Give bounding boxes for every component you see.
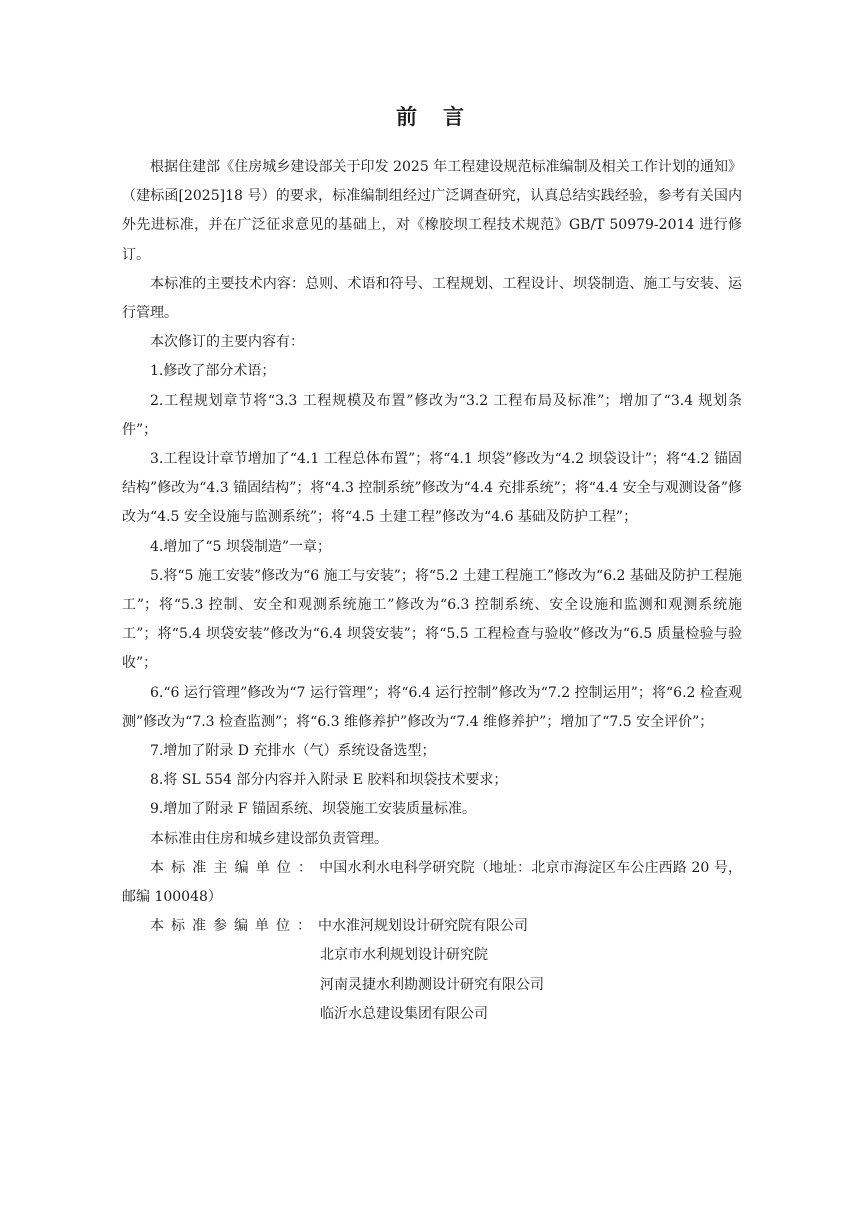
- revision-item-1: 1.修改了部分术语；: [150, 363, 276, 380]
- chief-editor-unit: [122, 854, 742, 912]
- revision-item-2: 2.工程规划章节将“3.3 工程规模及布置”修改为“3.2 工程布局及标准”；增加了“3.4 规划条件”；: [122, 392, 742, 438]
- participant-units-row: [122, 912, 742, 941]
- participant-unit-1: 中水淮河规划设计研究院有限公司: [318, 918, 528, 935]
- participant-units-list: [122, 941, 742, 1029]
- paragraph-main-content: 本标准的主要技术内容：总则、术语和符号、工程规划、工程设计、坝袋制造、施工与安装、运行管理。: [122, 275, 742, 322]
- participant-unit-4: 临沂水总建设集团有限公司: [320, 1005, 488, 1022]
- paragraph-management: 本标准由住房和城乡建设部负责管理。: [150, 830, 388, 847]
- revision-item-7: 7.增加了附录 D 充排水（气）系统设备选型；: [150, 743, 436, 760]
- paragraph-basis: 根据住建部《住房城乡建设部关于印发 2025 年工程建设规范标准编制及相关工作计划的通知》（建标函[2025]18 号）的要求，标准编制组经过广泛调查研究，认真总结实践经验，参考有关国内外先进标准，并在广泛征求意见的基础上，对《橡胶坝工程技术规范》GB/T 50979-2014 进行修订。: [122, 159, 742, 263]
- chief-editor-label: 本标准主编单位：: [150, 859, 320, 876]
- revision-item-8: 8.将 SL 554 部分内容并入附录 E 胶料和坝袋技术要求；: [150, 772, 508, 789]
- participant-label: 本标准参编单位：: [150, 918, 318, 935]
- preface-body: [122, 153, 742, 1029]
- paragraph-revision-intro: 本次修订的主要内容有：: [150, 334, 304, 351]
- revision-item-6: 6.“6 运行管理”修改为“7 运行管理”；将“6.4 运行控制”修改为“7.2 控制运用”；将“6.2 检查观测”修改为“7.3 检查监测”；将“6.3 维修养护”修改为“7.4 维修养护”；增加了“7.5 安全评价”；: [122, 684, 742, 730]
- revision-item-9: 9.增加了附录 F 锚固系统、坝袋施工安装质量标准。: [150, 801, 476, 818]
- revision-item-3: 3.工程设计章节增加了“4.1 工程总体布置”；将“4.1 坝袋”修改为“4.2 坝袋设计”；将“4.2 锚固结构”修改为“4.3 锚固结构”；将“4.3 控制系统”修改为“4.4 充排系统”；将“4.4 安全与观测设备”修改为“4.5 安全设施与监测系统”；将“4.5 土建工程”修改为“4.6 基础及防护工程”；: [122, 451, 742, 526]
- page-title: 前言: [396, 105, 490, 129]
- chief-editor-value: 中国水利水电科学研究院（地址：北京市海淀区车公庄西路 20 号，邮编 100048）: [122, 859, 743, 906]
- revision-item-5: 5.将“5 施工安装”修改为“6 施工与安装”；将“5.2 土建工程施工”修改为“6.2 基础及防护工程施工”；将“5.3 控制、安全和观测系统施工”修改为“6.3 控制系统、安全设施和监测和观测系统施工”；将“5.4 坝袋安装”修改为“6.4 坝袋安装”；将“5.5 工程检查与验收”修改为“6.5 质量检验与验收”；: [122, 567, 742, 672]
- revision-item-4: 4.增加了“5 坝袋制造”一章；: [150, 538, 332, 555]
- participant-unit-2: 北京市水利规划设计研究院: [320, 947, 488, 964]
- participant-unit-3: 河南灵捷水利勘测设计研究有限公司: [320, 976, 544, 993]
